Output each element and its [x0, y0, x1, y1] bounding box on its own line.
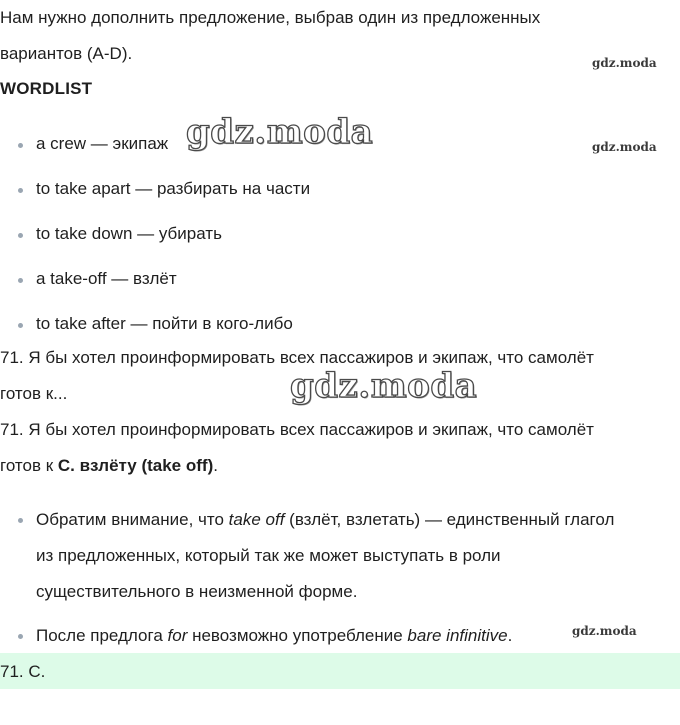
watermark-small: gdz.moda: [572, 624, 637, 638]
wordlist-item: to take after — пойти в кого-либо: [18, 314, 293, 334]
answer-sentence-line-1: 71. Я бы хотел проинформировать всех пассажиров и экипаж, что самолёт: [0, 420, 594, 439]
question-line-2: готов к...: [0, 384, 68, 403]
bullet-icon: [18, 278, 23, 283]
wordlist-item: a take-off — взлёт: [18, 269, 177, 289]
wordlist-item: to take apart — разбирать на части: [18, 179, 310, 199]
wordlist-item: a crew — экипаж: [18, 134, 168, 154]
bullet-icon: [18, 634, 23, 639]
bullet-icon: [18, 233, 23, 238]
watermark-small: gdz.moda: [592, 56, 657, 70]
answer-sentence-line-2: готов к C. взлёту (take off).: [0, 456, 218, 475]
watermark-big: gdz.moda: [290, 366, 478, 406]
explanation-item: Обратим внимание, что take off (взлёт, взлетать) — единственный глагол из предложенных, который так же может выступать в роли существительного в неизменной форме.: [18, 502, 614, 610]
bullet-icon: [18, 188, 23, 193]
watermark-big: gdz.moda: [186, 112, 374, 152]
question-line-1: 71. Я бы хотел проинформировать всех пассажиров и экипаж, что самолёт: [0, 348, 594, 367]
watermark-small: gdz.moda: [592, 140, 657, 154]
bullet-icon: [18, 518, 23, 523]
correct-option: C. взлёту (take off): [57, 456, 214, 475]
wordlist-item: to take down — убирать: [18, 224, 222, 244]
bullet-icon: [18, 143, 23, 148]
intro-line-1: Нам нужно дополнить предложение, выбрав один из предложенных: [0, 8, 541, 27]
bullet-icon: [18, 323, 23, 328]
explanation-item: После предлога for невозможно употребление bare infinitive.: [18, 618, 512, 654]
answer-box: [0, 653, 680, 689]
wordlist-heading: WORDLIST: [0, 79, 93, 98]
intro-line-2: вариантов (A-D).: [0, 44, 133, 63]
answer-text: 71. C.: [0, 662, 46, 681]
